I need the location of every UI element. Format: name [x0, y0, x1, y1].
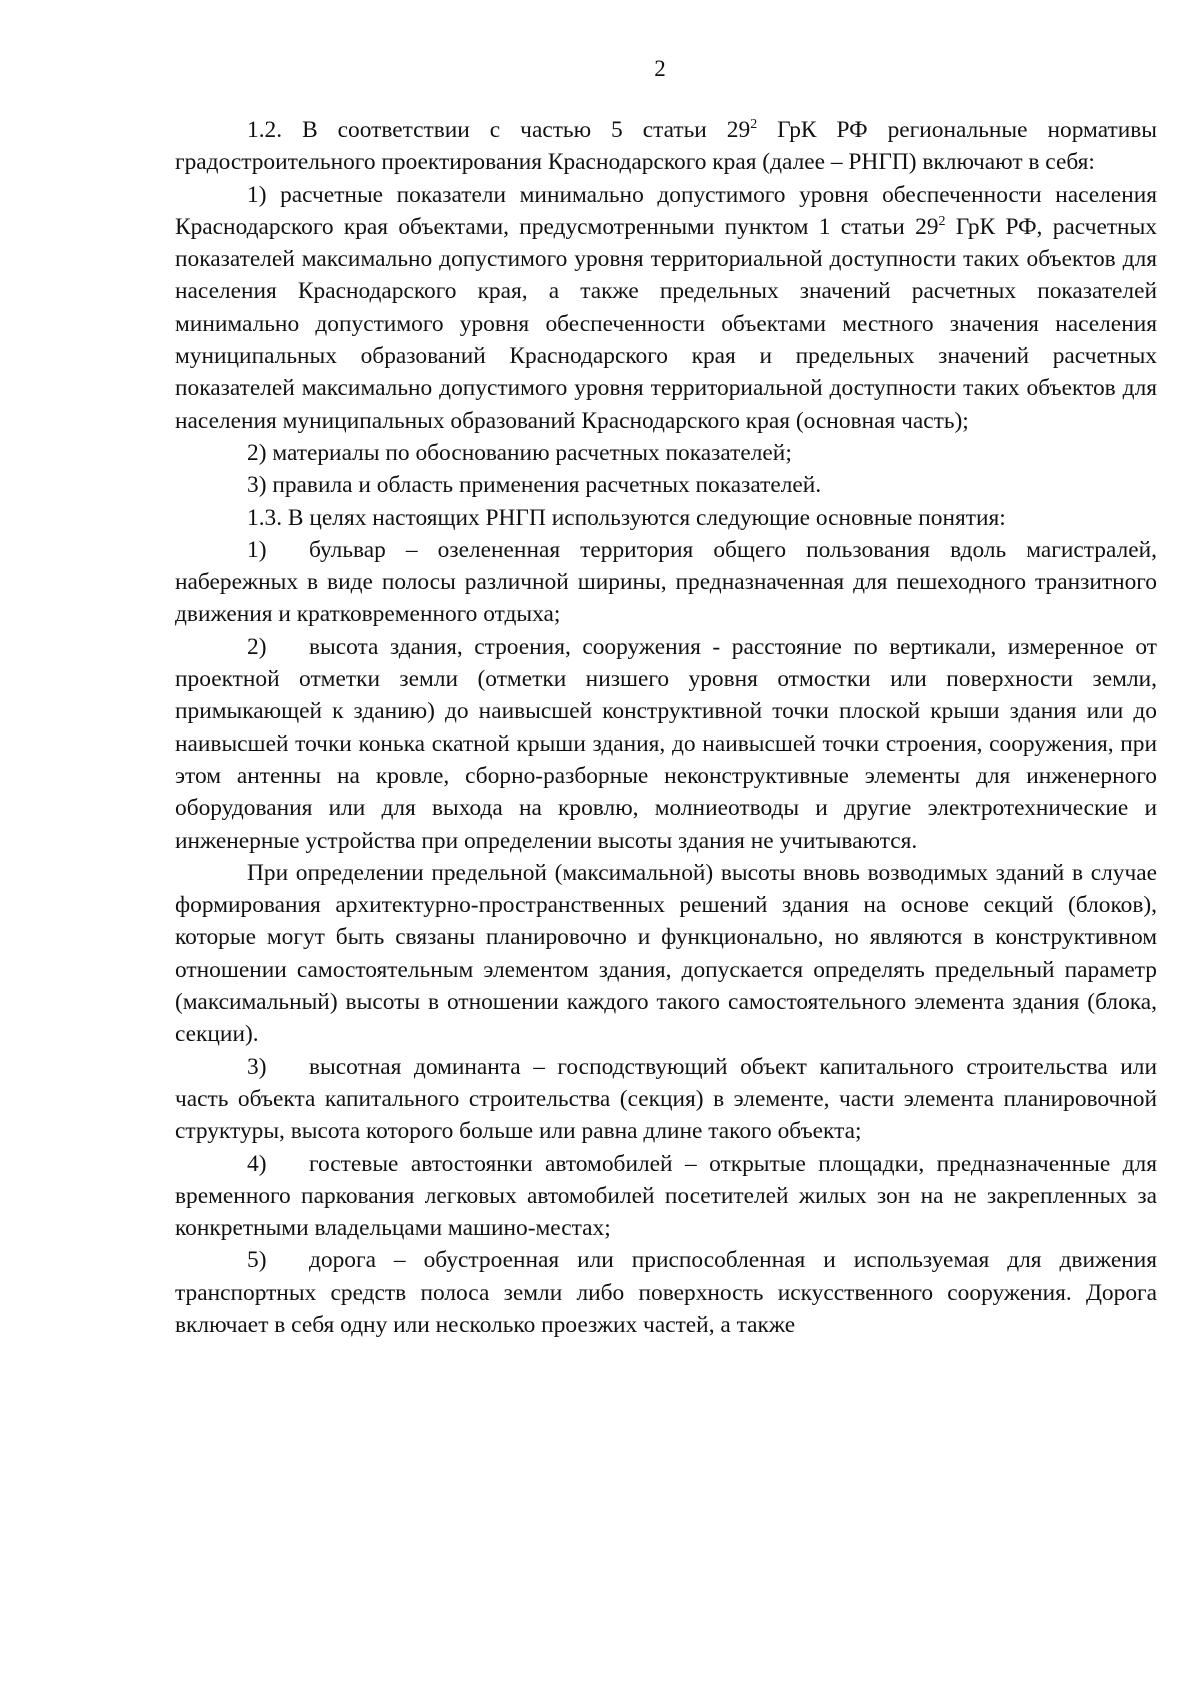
paragraph-1-2 — [175, 114, 1157, 179]
paragraph-text: 1) расчетные показатели минимально допустимого уровня обеспеченности населения Краснодарского края объектами, предусмотренными пунктом 1 статьи 29 — [175, 181, 1157, 240]
definition-building-height — [175, 631, 1157, 857]
superscript: 2 — [750, 117, 758, 132]
paragraph-height-note: При определении предельной (максимальной) высоты вновь возводимых зданий в случае формирования архитектурно-пространственных решений здания на основе секций (блоков), которые могут быть связаны планировочно и функционально, но являются в конструктивном отношении самостоятельным элементом здания, допускается определять предельный параметр (максимальный) высоты в отношении каждого такого самостоятельного элемента здания (блока, секции). — [175, 859, 1157, 1048]
list-item-2: 2) материалы по обоснованию расчетных показателей; — [247, 439, 792, 466]
definition-text: высота здания, строения, сооружения - расстояние по вертикали, измеренное от проектной отметки земли (отметки низшего уровня отмостки или поверхности земли, примыкающей к зданию) до наивысшей конструктивной точки плоской крыши здания или до наивысшей точки конька скатной крыши здания, до наивысшей точки строения, сооружения, при этом антенны на кровле, сборно-разборные неконструктивные элементы для инженерного оборудования или для выхода на кровлю, молниеотводы и другие электротехнические и инженерные устройства при определении высоты здания не учитываются. — [175, 633, 1157, 854]
document-body — [175, 114, 1157, 1341]
list-item-3: 3) правила и область применения расчетных показателей. — [247, 472, 822, 499]
definition-road — [175, 1244, 1157, 1341]
paragraph-1-3: 1.3. В целях настоящих РНГП используются следующие основные понятия: — [247, 504, 1006, 531]
item-number: 5) — [247, 1247, 267, 1274]
definition-dominant — [175, 1051, 1157, 1148]
definition-boulevard — [175, 534, 1157, 631]
item-number: 1) — [247, 536, 267, 563]
item-number: 3) — [247, 1053, 267, 1080]
definition-text: дорога – обустроенная или приспособленная и используемая для движения транспортных средств полоса земли либо поверхность искусственного сооружения. Дорога включает в себя одну или несколько проезжих частей, а также — [175, 1247, 1157, 1338]
page-number: 2 — [654, 56, 666, 81]
list-item-1 — [175, 179, 1157, 437]
paragraph-text: 1.2. В соответствии с частью 5 статьи 29 — [247, 117, 751, 143]
definition-text: бульвар – озелененная территория общего пользования вдоль магистралей, набережных в виде полосы различной ширины, предназначенная для пешеходного транзитного движения и кратковременного отдыха; — [175, 536, 1157, 628]
paragraph-text: ГрК РФ, расчетных показателей максимально допустимого уровня территориальной доступности таких объектов для населения Краснодарского края, а также предельных значений расчетных показателей минимально допустимого уровня обеспеченности объектами местного значения населения муниципальных образований Краснодарского края и предельных значений расчетных показателей максимально допустимого уровня территориальной доступности таких объектов для населения муниципальных образований Краснодарского края (основная часть); — [175, 213, 1157, 434]
item-number: 2) — [247, 633, 267, 660]
superscript: 2 — [938, 213, 946, 229]
definition-guest-parking — [175, 1148, 1157, 1245]
definition-text: гостевые автостоянки автомобилей – открытые площадки, предназначенные для временного паркования легковых автомобилей посетителей жилых зон на не закрепленных за конкретными владельцами машино-местах; — [175, 1150, 1157, 1242]
definition-text: высотная доминанта – господствующий объект капитального строительства или часть объекта капитального строительства (секция) в элементе, части элемента планировочной структуры, высота которого больше или равна длине такого объекта; — [175, 1053, 1157, 1145]
paragraph-text: ГрК РФ региональные нормативы градостроительного проектирования Краснодарского края (далее – РНГП) включают в себя: — [175, 117, 1157, 176]
item-number: 4) — [247, 1150, 267, 1177]
